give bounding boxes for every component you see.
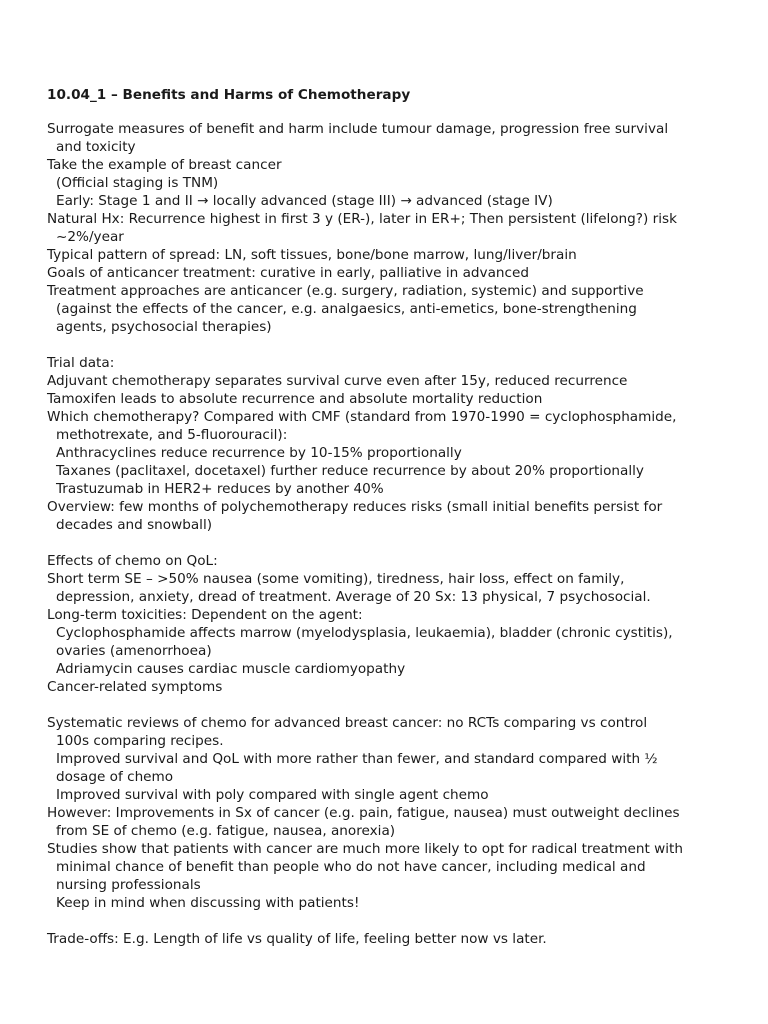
note-line: Cancer-related symptoms (47, 679, 223, 695)
note-subline: ~2%/year (56, 229, 124, 245)
note-subline: Improved survival and QoL with more rather than fewer, and standard compared with ½ (56, 751, 658, 767)
note-subline: Taxanes (paclitaxel, docetaxel) further reduce recurrence by about 20% proportionally (56, 463, 644, 479)
document-body (47, 120, 737, 948)
note-subline: Early: Stage 1 and II → locally advanced (stage III) → advanced (stage IV) (56, 193, 553, 209)
note-line: Trade-offs: E.g. Length of life vs quality of life, feeling better now vs later. (47, 931, 547, 947)
note-subline: Trastuzumab in HER2+ reduces by another 40% (56, 481, 384, 497)
note-subline: 100s comparing recipes. (56, 733, 224, 749)
note-subline: decades and snowball) (56, 517, 213, 533)
note-subline: (Official staging is TNM) (56, 175, 219, 191)
note-line: Treatment approaches are anticancer (e.g. surgery, radiation, systemic) and supportive (47, 283, 644, 299)
note-line: However: Improvements in Sx of cancer (e.g. pain, fatigue, nausea) must outweight declines (47, 805, 680, 821)
note-line: Short term SE – >50% nausea (some vomiting), tiredness, hair loss, effect on family, (47, 571, 625, 587)
note-line: Long-term toxicities: Dependent on the agent: (47, 607, 363, 623)
note-line: Systematic reviews of chemo for advanced breast cancer: no RCTs comparing vs control (47, 715, 648, 731)
note-subline: Keep in mind when discussing with patients! (56, 895, 360, 911)
note-subline: depression, anxiety, dread of treatment. Average of 20 Sx: 13 physical, 7 psychosocial. (56, 589, 651, 605)
note-line: Take the example of breast cancer (47, 157, 282, 173)
note-line: Natural Hx: Recurrence highest in first 3 y (ER-), later in ER+; Then persistent (lifelong?) risk (47, 211, 677, 227)
note-section (47, 552, 737, 696)
note-section (47, 930, 737, 948)
note-subline: ovaries (amenorrhoea) (56, 643, 212, 659)
note-section (47, 354, 737, 534)
note-subline: Adriamycin causes cardiac muscle cardiomyopathy (56, 661, 406, 677)
note-line: Effects of chemo on QoL: (47, 553, 218, 569)
note-subline: and toxicity (56, 139, 136, 155)
note-line: Surrogate measures of benefit and harm include tumour damage, progression free survival (47, 121, 669, 137)
note-line: Studies show that patients with cancer are much more likely to opt for radical treatment with (47, 841, 683, 857)
note-section (47, 120, 737, 336)
note-line: Overview: few months of polychemotherapy reduces risks (small initial benefits persist for (47, 499, 663, 515)
note-subline: Improved survival with poly compared with single agent chemo (56, 787, 489, 803)
note-subline: nursing professionals (56, 877, 201, 893)
note-line: Which chemotherapy? Compared with CMF (standard from 1970-1990 = cyclophosphamide, (47, 409, 677, 425)
note-subline: from SE of chemo (e.g. fatigue, nausea, anorexia) (56, 823, 396, 839)
note-subline: agents, psychosocial therapies) (56, 319, 272, 335)
note-line: Typical pattern of spread: LN, soft tissues, bone/bone marrow, lung/liver/brain (47, 247, 577, 263)
document-title: 10.04_1 – Benefits and Harms of Chemotherapy (47, 87, 411, 103)
note-subline: Anthracyclines reduce recurrence by 10-15% proportionally (56, 445, 462, 461)
document-page (47, 86, 737, 966)
note-section (47, 714, 737, 912)
note-line: Adjuvant chemotherapy separates survival curve even after 15y, reduced recurrence (47, 373, 628, 389)
note-subline: dosage of chemo (56, 769, 174, 785)
note-subline: minimal chance of benefit than people who do not have cancer, including medical and (56, 859, 646, 875)
note-line: Tamoxifen leads to absolute recurrence and absolute mortality reduction (47, 391, 543, 407)
note-line: Trial data: (47, 355, 115, 371)
note-line: Goals of anticancer treatment: curative in early, palliative in advanced (47, 265, 529, 281)
note-subline: methotrexate, and 5-fluorouracil): (56, 427, 288, 443)
note-subline: (against the effects of the cancer, e.g. analgaesics, anti-emetics, bone-strengthening (56, 301, 637, 317)
note-subline: Cyclophosphamide affects marrow (myelodysplasia, leukaemia), bladder (chronic cystitis), (56, 625, 673, 641)
